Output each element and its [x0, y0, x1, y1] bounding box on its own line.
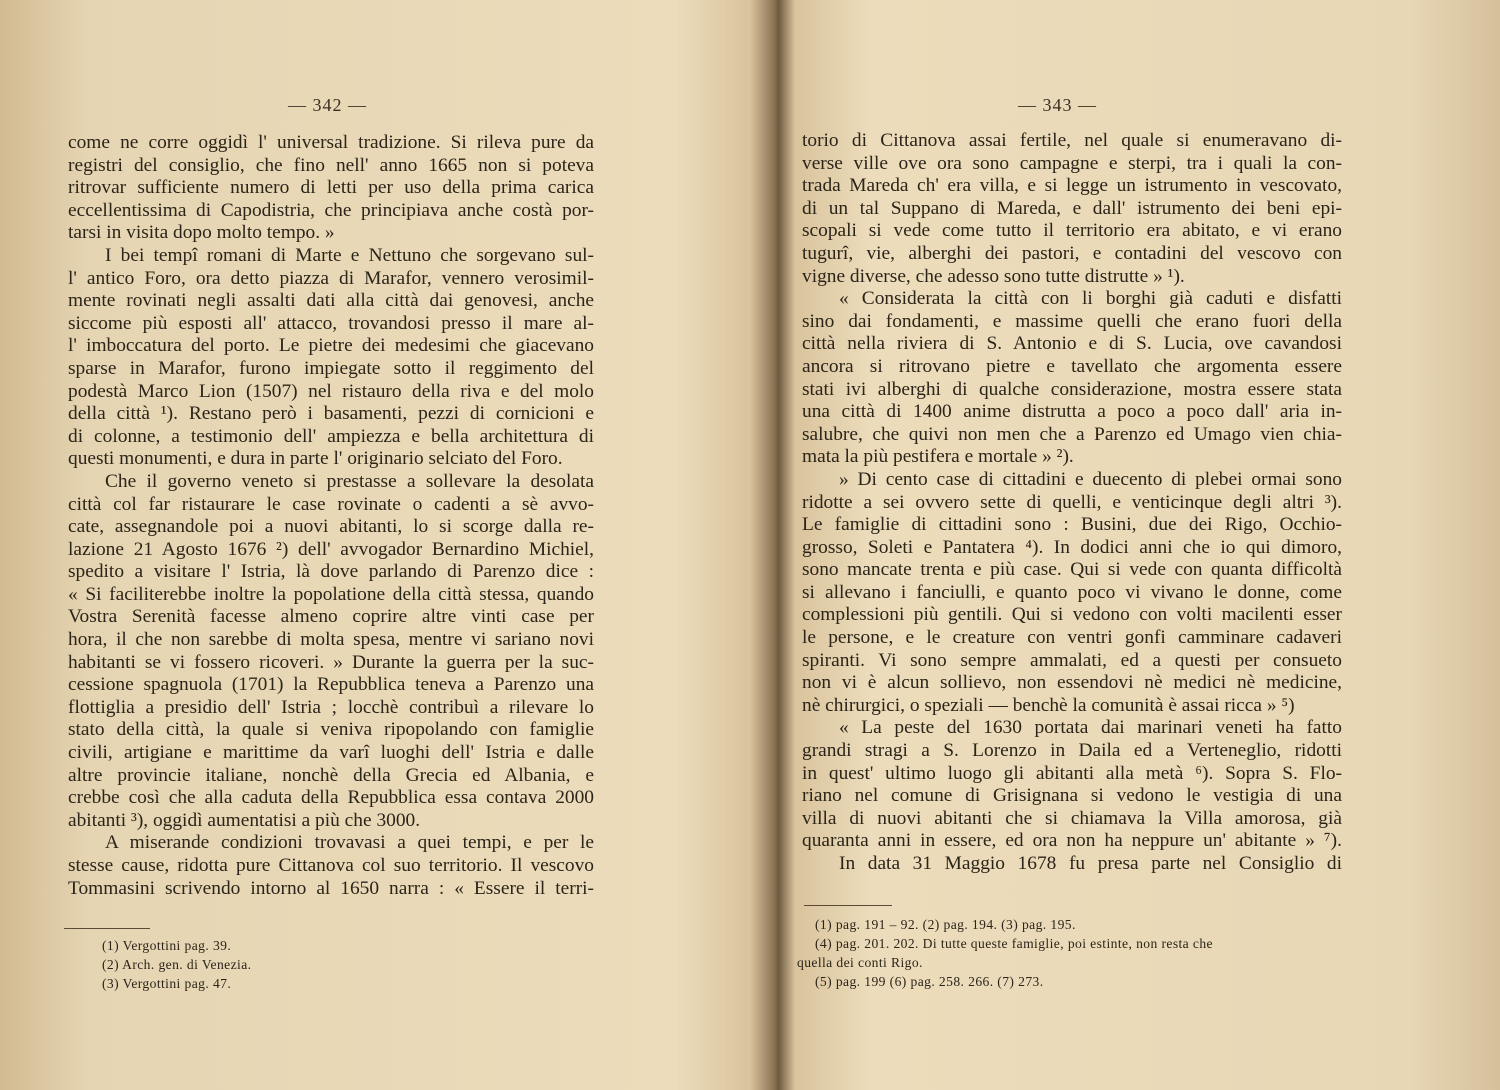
- text-line: tarsi in visita dopo molto tempo. »: [68, 222, 335, 244]
- text-line: eccellentissima di Capodistria, che principiava anche costà por-: [68, 199, 594, 221]
- text-line: Tommasini scrivendo intorno al 1650 narra : « Essere il terri-: [68, 877, 594, 899]
- text-line: riano nel comune di Grisignana si vedono le vestigia di una: [802, 785, 1342, 807]
- body-text: [68, 132, 594, 900]
- text-line: una città di 1400 anime distrutta a poco a poco dall' aria in-: [802, 401, 1342, 423]
- footnote: (1) Vergottini pag. 39.: [102, 938, 232, 953]
- text-line: « La peste del 1630 portata dai marinari veneti ha fatto: [839, 717, 1342, 739]
- footnote: (5) pag. 199 (6) pag. 258. 266. (7) 273.: [815, 974, 1044, 989]
- text-line: della città ¹). Restano però i basamenti, pezzi di cornicioni e: [68, 403, 594, 425]
- text-line: stesse cause, ridotta pure Cittanova col suo territorio. Il vescovo: [68, 855, 594, 876]
- text-line: trada Mareda ch' era villa, e si legge un istrumento in vescovato,: [802, 175, 1342, 197]
- footnote: (4) pag. 201. 202. Di tutte queste famiglie, poi estinte, non resta che: [815, 936, 1213, 951]
- text-line: Vostra Serenità facesse almeno coprire altre vinti case per: [68, 606, 594, 628]
- text-line: I bei tempî romani di Marte e Nettuno che sorgevano sul-: [105, 244, 594, 266]
- footnotes: [797, 915, 1345, 991]
- text-line: grosso, Soleti e Pantatera ⁴). In dodici anni che io qui dimoro,: [802, 536, 1342, 558]
- text-line: Le famiglie di cittadini sono : Busini, due dei Rigo, Occhio-: [802, 514, 1342, 536]
- text-line: habitanti se vi fossero ricoveri. » Durante la guerra per la suc-: [68, 651, 594, 673]
- text-line: città nella riviera di S. Antonio e di S. Lucia, ove cavandosi: [802, 333, 1342, 355]
- right-page: [712, 0, 1500, 1090]
- text-line: abitanti ³), oggidì aumentatisi a più che 3000.: [68, 809, 421, 831]
- footnotes: [102, 936, 442, 993]
- text-line: « Considerata la città con li borghi già caduti e disfatti: [839, 288, 1342, 310]
- text-line: nè chirurgici, o speziali — benchè la comunità è assai ricca » ⁵): [802, 694, 1295, 716]
- text-line: lazione 21 Agosto 1676 ²) dell' avvogador Bernardino Michiel,: [68, 538, 594, 560]
- footnote: (3) Vergottini pag. 47.: [102, 976, 232, 991]
- text-line: crebbe così che alla caduta della Repubblica essa contava 2000: [68, 787, 594, 809]
- text-line: questi monumenti, e dura in parte l' originario selciato del Foro.: [68, 448, 563, 470]
- text-line: Che il governo veneto si prestasse a sollevare la desolata: [105, 470, 594, 492]
- text-line: di un tal Suppano di Mareda, e dall' istrumento dei beni epi-: [802, 197, 1342, 219]
- text-line: si allevano i fanciulli, e quanto poco vi vivano le donne, come: [802, 581, 1342, 603]
- text-line: cate, assegnandole poi a nuovi abitanti, lo si scorge dalla re-: [68, 516, 594, 538]
- text-line: non vi è alcun sollievo, non essendovi nè medici nè medicine,: [802, 672, 1342, 694]
- text-line: mata la più pestifera e mortale » ²).: [802, 446, 1074, 468]
- text-line: altre provincie italiane, nonchè della Grecia ed Albania, e: [68, 764, 594, 786]
- text-line: sono mancate trenta e più case. Qui si vede con quanta difficoltà: [802, 559, 1342, 581]
- footnote-divider: [64, 928, 150, 929]
- text-line: scopali si vede come tutto il territorio era abitato, e vi erano: [802, 220, 1342, 242]
- text-line: stato della città, la quale si veniva ripopolando con famiglie: [68, 719, 594, 741]
- text-line: ridotte a sei ovvero sette di quelli, e venticinque degli altri ³).: [802, 491, 1342, 513]
- text-line: A miserande condizioni trovavasi a quei tempi, e per le: [105, 832, 594, 854]
- text-line: civili, artigiane e marittime da varî luoghi dell' Istria e dalle: [68, 742, 594, 764]
- text-line: grandi stragi a S. Lorenzo in Daila ed a Verteneglio, ridotti: [802, 740, 1342, 762]
- footnote-divider: [804, 905, 892, 906]
- text-line: stati ivi alberghi di qualche considerazione, mostra essere stata: [802, 378, 1342, 400]
- text-line: podestà Marco Lion (1507) nel ristauro della riva e del molo: [68, 380, 594, 402]
- text-line: villa di nuovi abitanti che si chiamava la Villa amorosa, già: [802, 807, 1342, 829]
- text-line: l' imboccatura del porto. Le pietre dei medesimi che giacevano: [68, 335, 594, 357]
- text-line: vigne diverse, che adesso sono tutte distrutte » ¹).: [802, 265, 1185, 287]
- text-line: quaranta anni in essere, ed ora non ha neppure un' abitante » ⁷).: [802, 830, 1342, 852]
- text-line: cessione spagnuola (1701) la Repubblica teneva a Parenzo una: [68, 674, 594, 696]
- text-line: tugurî, vie, alberghi dei pastori, e contadini del vescovo con: [802, 242, 1342, 264]
- text-line: complessioni più gentili. Qui si vedono con volti macilenti esser: [802, 604, 1342, 626]
- text-line: come ne corre oggidì l' universal tradizione. Si rileva pure da: [68, 132, 594, 153]
- text-line: hora, il che non sarebbe di molta spesa, mentre vi sariano novi: [68, 629, 594, 651]
- text-line: di colonne, a testimonio dell' ampiezza e bella architettura di: [68, 425, 594, 447]
- text-line: sparse in Marafor, furono impiegate sotto il reggimento del: [68, 357, 594, 379]
- footnote: (1) pag. 191 – 92. (2) pag. 194. (3) pag. 195.: [815, 917, 1076, 932]
- page-number: — 343 —: [1018, 95, 1097, 115]
- text-line: città col far ristaurare le case rovinate o cadenti a sè avvo-: [68, 493, 594, 515]
- left-page: [0, 0, 690, 1090]
- footnote: quella dei conti Rigo.: [797, 955, 923, 970]
- text-line: spedito a visitare l' Istria, là dove parlando di Parenzo dice :: [68, 561, 594, 583]
- page-number: — 342 —: [288, 95, 367, 115]
- text-line: torio di Cittanova assai fertile, nel quale si enumeravano di-: [802, 130, 1342, 151]
- text-line: registri del consiglio, che fino nell' anno 1665 non si poteva: [68, 154, 594, 176]
- text-line: mente rovinati negli assalti dati alla città dai genovesi, anche: [68, 290, 594, 312]
- text-line: l' antico Foro, ora detto piazza di Marafor, vennero verosimil-: [68, 267, 594, 289]
- text-line: in quest' ultimo luogo gli abitanti alla metà ⁶). Sopra S. Flo-: [802, 762, 1342, 784]
- text-line: « Si faciliterebbe inoltre la popolatione della città stessa, quando: [68, 583, 594, 605]
- footnote: (2) Arch. gen. di Venezia.: [102, 957, 252, 972]
- text-line: ancora si ritrovano pietre e tavellato che argomenta essere: [802, 355, 1342, 377]
- text-line: » Di cento case di cittadini e duecento di plebei ormai sono: [839, 468, 1342, 490]
- text-line: verse ville ove ora sono campagne e sterpi, tra i quali la con-: [802, 152, 1342, 174]
- text-line: sino dai fondamenti, e massime quelli che erano fuori della: [802, 310, 1342, 332]
- text-line: In data 31 Maggio 1678 fu presa parte nel Consiglio di: [839, 853, 1342, 874]
- text-line: flottiglia a presidio dell' Istria ; locchè contribuì a rilevare lo: [68, 696, 594, 718]
- text-line: le persone, e le creature con ventri gonfi camminare cadaveri: [802, 627, 1342, 649]
- text-line: siccome più esposti all' attacco, trovandosi presso il mare al-: [68, 312, 594, 334]
- text-line: spiranti. Vi sono sempre ammalati, ed a questi per consueto: [802, 649, 1342, 671]
- text-line: ritrovar sufficiente numero di letti per uso della prima carica: [68, 177, 594, 199]
- body-text: [802, 130, 1342, 876]
- text-line: salubre, che quivi non men che a Parenzo ed Umago vien chia-: [802, 423, 1342, 445]
